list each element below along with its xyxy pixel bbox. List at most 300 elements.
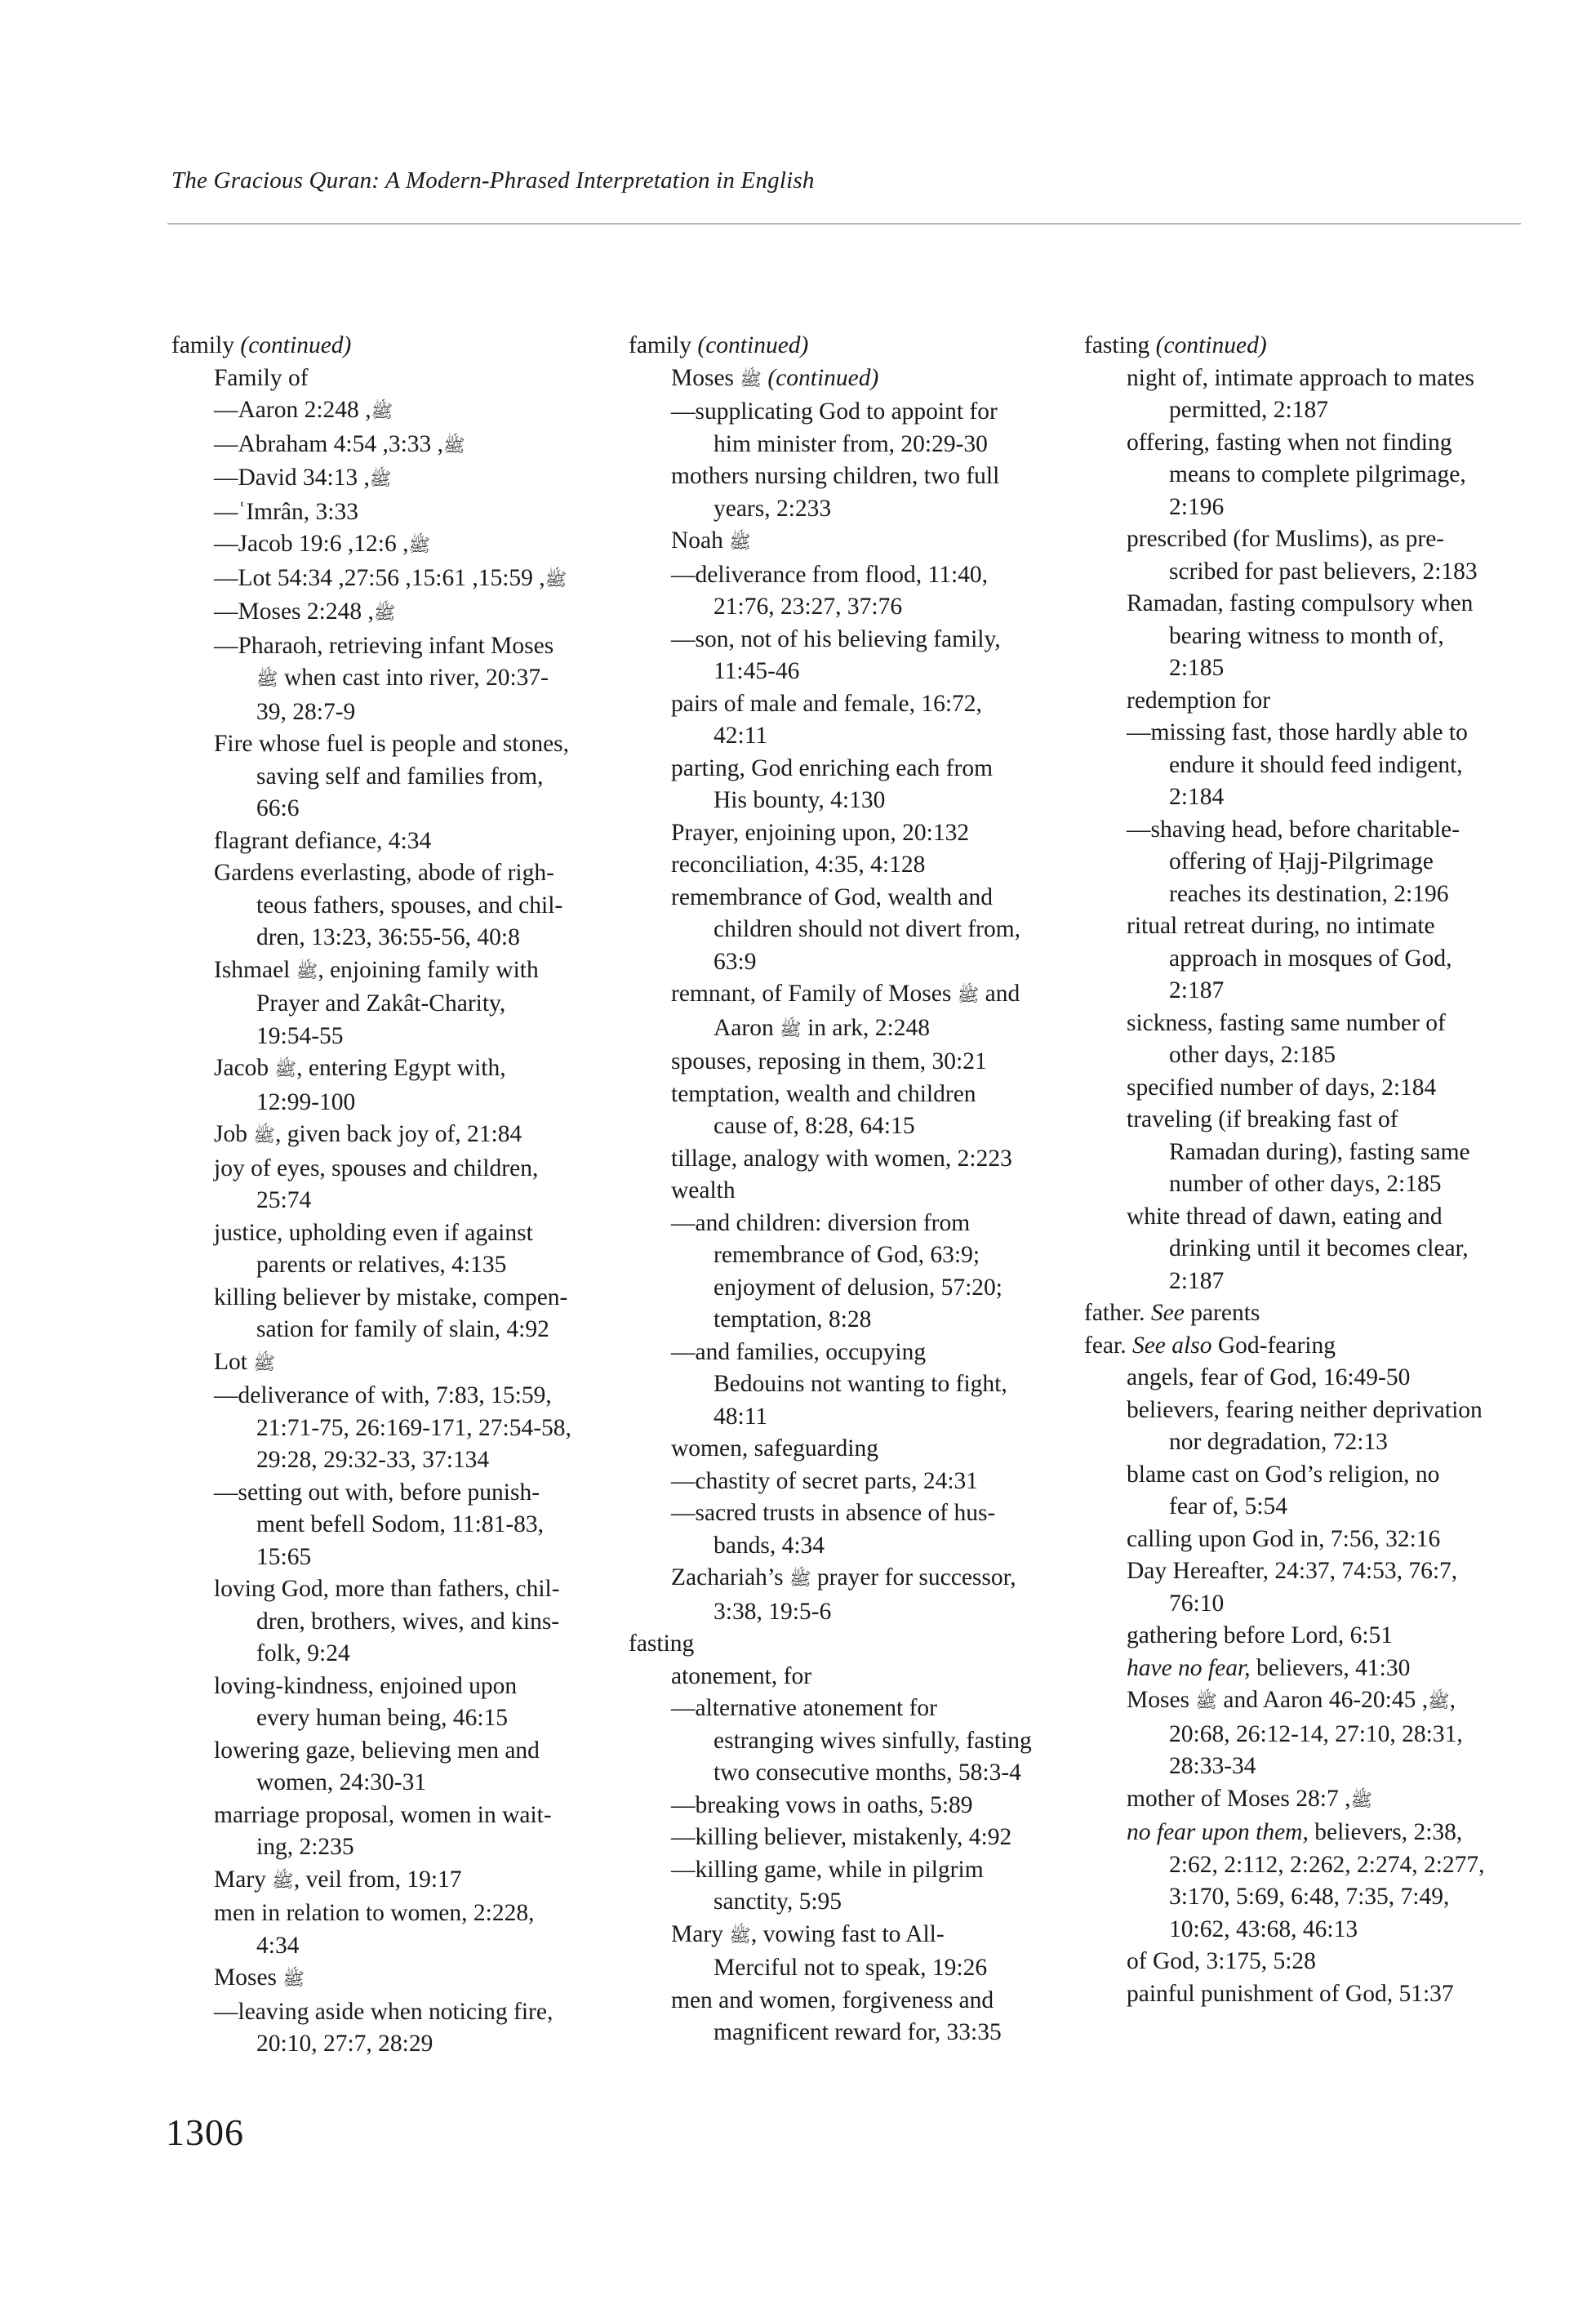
entry-text: , veil from, 19:17 <box>293 1866 462 1893</box>
entry-text: parents <box>1184 1300 1260 1326</box>
entry-text: pairs of male and female, 16:72, <box>671 690 982 717</box>
entry-text: —Moses <box>214 598 307 625</box>
entry-text: , entering Egypt with, <box>296 1055 506 1081</box>
index-column-1 <box>171 330 596 2061</box>
entry-text: —Jacob <box>214 531 300 557</box>
honorific-symbol-icon: ﷺ <box>296 961 318 982</box>
index-entry-line <box>1084 1491 1509 1524</box>
index-entry-line <box>629 1757 1053 1790</box>
index-entry-line <box>171 1509 596 1542</box>
index-entry-line <box>171 1702 596 1735</box>
index-entry-line <box>171 1380 596 1413</box>
entry-text: Mary <box>671 1920 730 1947</box>
index-entry-line <box>629 2017 1053 2049</box>
italic-text: (continued) <box>240 332 352 358</box>
entry-text: 2:62, 2:112, 2:262, 2:274, 2:277, <box>1169 1851 1485 1878</box>
honorific-symbol-icon: ﷺ <box>369 469 392 490</box>
entry-text: calling upon God in, 7:56, 32:16 <box>1127 1525 1441 1552</box>
entry-text: 12:99-100 <box>256 1088 356 1115</box>
index-entry-line <box>171 1542 596 1574</box>
entry-text: —breaking vows in oaths, 5:89 <box>671 1791 973 1818</box>
entry-text: redemption for <box>1127 687 1271 714</box>
index-entry-line <box>1084 1039 1509 1072</box>
index-entry-line <box>171 1930 596 1963</box>
page-number: 1306 <box>166 2111 244 2153</box>
entry-text: enjoyment of delusion, 57:20; <box>714 1274 1003 1301</box>
index-entry-line <box>1084 1881 1509 1914</box>
entry-text: , enjoining family with <box>318 956 539 983</box>
index-entry-line <box>1084 1751 1509 1783</box>
entry-text: atonement, for <box>671 1662 812 1689</box>
entry-text: justice, upholding even if against <box>214 1219 533 1246</box>
index-entry-line <box>171 1573 596 1606</box>
index-entry-line <box>171 528 596 563</box>
italic-text: (continued) <box>1155 332 1267 358</box>
entry-text: Prayer, enjoining upon, 20:132 <box>671 819 970 846</box>
index-entry-line <box>629 946 1053 979</box>
entry-text: flagrant defiance, 4:34 <box>214 827 432 854</box>
index-entry-line <box>629 1919 1053 1953</box>
index-entry-line <box>1084 910 1509 943</box>
entry-text: joy of eyes, spouses and children, <box>214 1154 539 1181</box>
entry-text: years, 2:233 <box>714 495 832 522</box>
entry-text: 21:71-75, 26:169-171, 27:54-58, <box>256 1414 571 1441</box>
entry-text: gathering before Lord, 6:51 <box>1127 1622 1394 1648</box>
index-entry-line <box>1084 1588 1509 1621</box>
index-entry-line <box>629 460 1053 493</box>
index-entry-line <box>171 1864 596 1898</box>
index-entry-line <box>171 1962 596 1996</box>
entry-text: teous fathers, spouses, and chil- <box>256 892 563 919</box>
index-heading <box>1084 330 1509 363</box>
index-entry-line <box>629 1661 1053 1693</box>
entry-text: , 2:248 <box>304 397 371 423</box>
index-entry-line <box>1084 1783 1509 1817</box>
entry-text: —supplicating God to appoint for <box>671 398 998 425</box>
index-entry-line <box>1084 556 1509 589</box>
index-entry-line <box>1084 1233 1509 1266</box>
honorific-symbol-icon: ﷺ <box>253 1126 275 1146</box>
entry-text: , 15:59, 15:61, 27:56, 54:34 <box>277 564 545 591</box>
honorific-symbol-icon: ﷺ <box>729 1925 751 1946</box>
entry-text: traveling (if breaking fast of <box>1127 1106 1398 1132</box>
index-entry-line <box>629 1012 1053 1047</box>
index-entry-line <box>629 1854 1053 1887</box>
entry-text: loving-kindness, enjoined upon <box>214 1672 518 1699</box>
entry-text: —missing fast, those hardly able to <box>1127 719 1468 745</box>
honorific-symbol-icon: ﷺ <box>274 1060 297 1080</box>
entry-text: fasting <box>629 1631 695 1657</box>
entry-text: Bedouins not wanting to fight, <box>714 1371 1007 1397</box>
index-entry-line <box>629 1110 1053 1143</box>
entry-text: Gardens everlasting, abode of righ- <box>214 860 554 886</box>
index-entry-line <box>1084 879 1509 911</box>
entry-text: dren, 13:23, 36:55-56, 40:8 <box>256 924 520 950</box>
index-entry-line <box>629 1725 1053 1758</box>
honorific-symbol-icon: ﷺ <box>545 569 567 590</box>
entry-text: Fire whose fuel is people and stones, <box>214 731 570 757</box>
index-entry-line <box>1084 1555 1509 1588</box>
entry-text: 2:187 <box>1169 977 1225 1003</box>
entry-text: 15:65 <box>256 1543 312 1570</box>
entry-text: —and children: diversion from <box>671 1209 971 1236</box>
entry-text: fear. <box>1084 1332 1132 1359</box>
entry-text: approach in mosques of God, <box>1169 945 1452 972</box>
index-entry-line <box>171 1831 596 1864</box>
entry-text: 19:54-55 <box>256 1022 344 1049</box>
index-entry-line <box>629 1079 1053 1111</box>
entry-text: remnant, of Family of Moses <box>671 981 958 1007</box>
index-entry-line <box>171 890 596 923</box>
entry-text: —shaving head, before charitable- <box>1127 816 1460 843</box>
entry-text: marriage proposal, women in wait- <box>214 1801 552 1828</box>
entry-text: —killing believer, mistakenly, 4:92 <box>671 1824 1012 1850</box>
entry-text: of God, 3:175, 5:28 <box>1127 1948 1316 1974</box>
entry-text: parents or relatives, 4:135 <box>256 1252 507 1278</box>
entry-text: bearing witness to month of, <box>1169 622 1444 649</box>
entry-text: Zachariah’s <box>671 1564 789 1590</box>
entry-text: temptation, wealth and children <box>671 1080 976 1107</box>
entry-text: Merciful not to speak, 19:26 <box>714 1955 988 1981</box>
index-entry-line <box>1084 1684 1509 1719</box>
entry-text: mother of Moses <box>1127 1785 1296 1812</box>
entry-text: —sacred trusts in absence of hus- <box>671 1500 996 1526</box>
index-entry-line <box>629 1985 1053 2018</box>
index-entry-line <box>1084 652 1509 685</box>
index-entry-line <box>171 1185 596 1217</box>
index-entry-line <box>629 914 1053 946</box>
index-entry-line <box>629 396 1053 429</box>
entry-text: believers, 2:38, <box>1308 1819 1463 1845</box>
entry-text: reconciliation, 4:35, 4:128 <box>671 852 926 878</box>
index-entry-line <box>171 1314 596 1346</box>
index-entry-line <box>1084 685 1509 718</box>
entry-text: reaches its destination, 2:196 <box>1169 880 1449 907</box>
entry-text: fasting <box>1084 332 1156 358</box>
entry-text: spouses, reposing in them, 30:21 <box>671 1048 987 1074</box>
index-entry-line <box>171 825 596 858</box>
italic-text: (continued) <box>767 364 879 391</box>
index-entry-line <box>1084 492 1509 524</box>
entry-text: 42:11 <box>714 723 768 749</box>
entry-text: remembrance of God, wealth and <box>671 883 993 910</box>
index-heading <box>1084 1297 1509 1330</box>
entry-text: 48:11 <box>714 1403 768 1430</box>
index-entry-line <box>1084 1620 1509 1653</box>
honorific-symbol-icon: ﷺ <box>957 985 980 1006</box>
index-entry-line <box>171 1606 596 1639</box>
index-entry-line <box>171 2028 596 2061</box>
entry-text: 3:38, 19:5-6 <box>714 1598 832 1625</box>
entry-text: endure it should feed indigent, <box>1169 751 1463 778</box>
entry-text: —Abraham <box>214 430 334 457</box>
index-entry-line <box>1084 1817 1509 1849</box>
index-entry-line <box>1084 523 1509 556</box>
entry-text: prescribed (for Muslims), as pre- <box>1127 526 1445 552</box>
index-entry-line <box>1084 588 1509 621</box>
index-entry-line <box>629 978 1053 1012</box>
index-entry-line <box>629 493 1053 526</box>
entry-text: sickness, fasting same number of <box>1127 1009 1446 1036</box>
index-entry-line <box>629 1466 1053 1498</box>
entry-text: other days, 2:185 <box>1169 1042 1336 1068</box>
index-entry-line <box>171 1767 596 1800</box>
index-entry-line <box>629 1143 1053 1176</box>
index-entry-line <box>629 1497 1053 1530</box>
entry-text: 29:28, 29:32-33, 37:134 <box>256 1447 490 1473</box>
index-entry-line <box>629 1208 1053 1240</box>
entry-text: dren, brothers, wives, and kins- <box>256 1608 560 1635</box>
entry-text: , vowing fast to All- <box>750 1920 945 1947</box>
index-entry-line <box>1084 1719 1509 1751</box>
index-entry-line <box>171 1021 596 1053</box>
entry-text: 10:62, 43:68, 46:13 <box>1169 1915 1358 1942</box>
honorific-symbol-icon: ﷺ <box>740 369 762 390</box>
index-entry-line <box>171 363 596 395</box>
index-entry-line <box>171 596 596 630</box>
index-heading <box>629 330 1053 363</box>
entry-text: ment befell Sodom, 11:81-83, <box>256 1511 545 1537</box>
index-entry-line <box>1084 1072 1509 1105</box>
entry-text: temptation, 8:28 <box>714 1306 872 1332</box>
index-entry-line <box>1084 1946 1509 1978</box>
entry-text: two consecutive months, 58:3-4 <box>714 1760 1021 1786</box>
index-entry-line <box>1084 1978 1509 2011</box>
index-entry-line <box>1084 363 1509 395</box>
entry-text: , 20:45-46, <box>1328 1687 1456 1713</box>
honorific-symbol-icon: ﷺ <box>272 1871 294 1892</box>
entry-text: night of, intimate approach to mates <box>1127 364 1474 391</box>
index-entry-line <box>629 1401 1053 1434</box>
entry-text: 11:45-46 <box>714 658 800 684</box>
index-entry-line <box>1084 717 1509 750</box>
index-entry-line <box>629 785 1053 817</box>
index-entry-line <box>171 1087 596 1119</box>
index-entry-line <box>629 1368 1053 1401</box>
index-entry-line <box>629 1562 1053 1596</box>
index-entry-line <box>1084 1426 1509 1459</box>
entry-text: wealth <box>671 1177 736 1203</box>
entry-text: —Lot <box>214 564 278 591</box>
index-entry-line <box>1084 1137 1509 1169</box>
entry-text: Day Hereafter, 24:37, 74:53, 76:7, <box>1127 1558 1458 1584</box>
index-entry-line <box>171 563 596 597</box>
honorific-symbol-icon: ﷺ <box>789 1569 811 1590</box>
italic-text: (continued) <box>697 332 809 358</box>
index-entry-line <box>629 363 1053 397</box>
index-entry-line <box>629 1337 1053 1369</box>
index-entry-line <box>629 1272 1053 1305</box>
index-entry-line <box>171 857 596 890</box>
index-entry-line <box>1084 394 1509 427</box>
index-entry-line <box>1084 846 1509 879</box>
entry-text: sation for family of slain, 4:92 <box>256 1316 549 1342</box>
entry-text: fear of, 5:54 <box>1169 1493 1287 1519</box>
index-entry-line <box>171 696 596 729</box>
entry-text: 3:170, 5:69, 6:48, 7:35, 7:49, <box>1169 1884 1450 1910</box>
honorific-symbol-icon: ﷺ <box>253 1353 275 1374</box>
honorific-symbol-icon: ﷺ <box>373 603 396 624</box>
index-entry-line <box>171 1413 596 1445</box>
entry-text: drinking until it becomes clear, <box>1169 1235 1469 1261</box>
italic-text: See <box>1150 1300 1185 1326</box>
index-entry-line <box>629 1239 1053 1272</box>
entry-text: Moses <box>1127 1687 1196 1713</box>
entry-text: tillage, analogy with women, 2:223 <box>671 1145 1012 1172</box>
index-entry-line <box>629 559 1053 592</box>
index-entry-line <box>1084 1914 1509 1946</box>
entry-text: specified number of days, 2:184 <box>1127 1074 1437 1101</box>
index-entry-line <box>171 496 596 529</box>
index-entry-line <box>171 1735 596 1768</box>
honorific-symbol-icon: ﷺ <box>1195 1692 1217 1712</box>
index-entry-line <box>1084 975 1509 1008</box>
entry-text: , 2:248 <box>306 598 374 625</box>
entry-text: Prayer and Zakât-Charity, <box>256 990 506 1017</box>
entry-text: when cast into river, 20:37- <box>278 665 549 691</box>
entry-text: remembrance of God, 63:9; <box>714 1242 980 1268</box>
index-entry-line <box>171 630 596 663</box>
index-entry-line <box>171 1800 596 1832</box>
index-entry-line <box>629 1046 1053 1079</box>
entry-text: prayer for successor, <box>811 1564 1016 1590</box>
entry-text: men and women, forgiveness and <box>671 1986 994 2013</box>
index-entry-line <box>1084 1849 1509 1882</box>
index-heading <box>1084 1330 1509 1363</box>
entry-text: means to complete pilgrimage, <box>1169 461 1466 487</box>
entry-text: women, 24:30-31 <box>256 1769 427 1795</box>
index-entry-line <box>171 1052 596 1087</box>
index-entry-line <box>1084 1524 1509 1556</box>
index-entry-line <box>1084 1201 1509 1234</box>
entry-text: white thread of dawn, eating and <box>1127 1203 1443 1230</box>
entry-text: —chastity of secret parts, 24:31 <box>671 1467 979 1494</box>
honorific-symbol-icon: ﷺ <box>729 532 751 553</box>
index-entry-line <box>629 1175 1053 1208</box>
entry-text: Moses <box>671 364 740 391</box>
index-entry-line <box>171 1282 596 1315</box>
entry-text: saving self and families from, <box>256 763 544 790</box>
index-column-2 <box>629 330 1053 2049</box>
entry-text: Aaron <box>714 1014 780 1041</box>
index-entry-line <box>629 1886 1053 1919</box>
entry-text: —setting out with, before punish- <box>214 1479 540 1506</box>
honorific-symbol-icon: ﷺ <box>371 402 393 422</box>
index-entry-line <box>171 429 596 463</box>
index-entry-line <box>171 1153 596 1186</box>
index-entry-line <box>171 1638 596 1671</box>
entry-text: parting, God enriching each from <box>671 754 994 781</box>
index-entry-line <box>171 1249 596 1282</box>
entry-text: father. <box>1084 1300 1151 1326</box>
honorific-symbol-icon: ﷺ <box>1350 1790 1373 1811</box>
index-entry-line <box>629 591 1053 624</box>
entry-text: —son, not of his believing family, <box>671 625 1001 652</box>
entry-text: 2:185 <box>1169 655 1225 681</box>
index-entry-line <box>629 720 1053 753</box>
index-entry-line <box>1084 1653 1509 1685</box>
honorific-symbol-icon: ﷺ <box>1428 1692 1450 1712</box>
entry-text: ing, 2:235 <box>256 1834 354 1860</box>
entry-text: and Aaron <box>1217 1687 1329 1713</box>
honorific-symbol-icon: ﷺ <box>408 536 431 556</box>
index-entry-line <box>1084 1395 1509 1427</box>
index-entry-line <box>1084 750 1509 782</box>
entry-text: —alternative atonement for <box>671 1695 937 1721</box>
entry-text: , given back joy of, 21:84 <box>274 1121 522 1147</box>
entry-text: —and families, occupying <box>671 1338 927 1365</box>
entry-text: —David <box>214 465 303 491</box>
entry-text: folk, 9:24 <box>256 1640 350 1666</box>
index-entry-line <box>629 525 1053 559</box>
index-entry-line <box>629 1790 1053 1822</box>
index-entry-line <box>629 882 1053 914</box>
index-entry-line <box>629 1952 1053 1985</box>
index-entry-line <box>171 1346 596 1381</box>
index-column-3 <box>1084 330 1509 2010</box>
entry-text: estranging wives sinfully, fasting <box>714 1727 1032 1754</box>
entry-text: , 12:6, 19:6 <box>299 531 409 557</box>
index-entry-line <box>629 1822 1053 1854</box>
entry-text: killing believer by mistake, compen- <box>214 1284 568 1310</box>
entry-text: women, safeguarding <box>671 1435 878 1461</box>
running-head: The Gracious Quran: A Modern-Phrased Interpretation in English <box>171 167 815 194</box>
entry-text: children should not divert from, <box>714 916 1021 942</box>
entry-text: God-fearing <box>1211 1332 1336 1359</box>
index-entry-line <box>171 394 596 429</box>
entry-text: offering, fasting when not finding <box>1127 429 1452 456</box>
index-entry-line <box>1084 1362 1509 1395</box>
index-entry-line <box>629 817 1053 850</box>
entry-text: magnificent reward for, 33:35 <box>714 2019 1002 2045</box>
entry-text: Moses <box>214 1964 283 1991</box>
entry-text: Jacob <box>214 1055 275 1081</box>
index-entry-line <box>629 1596 1053 1629</box>
index-entry-line <box>171 954 596 989</box>
index-entry-line <box>1084 621 1509 653</box>
entry-text: —deliverance from flood, 11:40, <box>671 561 989 588</box>
honorific-symbol-icon: ﷺ <box>256 670 278 690</box>
entry-text: , 34:13 <box>302 465 370 491</box>
entry-text: —deliverance of with, 7:83, 15:59, <box>214 1382 552 1408</box>
entry-text: 63:9 <box>714 948 757 975</box>
entry-text: and <box>979 981 1020 1007</box>
index-entry-line <box>629 688 1053 721</box>
entry-text: Noah <box>671 527 730 554</box>
index-entry-line <box>1084 814 1509 847</box>
entry-text: 2:184 <box>1169 784 1225 810</box>
entry-text: 20:68, 26:12-14, 27:10, 28:31, <box>1169 1720 1463 1747</box>
entry-text: , 28:7 <box>1296 1785 1351 1812</box>
entry-text: —Pharaoh, retrieving infant Moses <box>214 632 554 659</box>
entry-text: 28:33-34 <box>1169 1753 1256 1779</box>
index-entry-line <box>171 1477 596 1510</box>
entry-text: 25:74 <box>256 1187 312 1213</box>
entry-text: lowering gaze, believing men and <box>214 1737 540 1764</box>
entry-text: Mary <box>214 1866 273 1893</box>
entry-text: nor degradation, 72:13 <box>1169 1429 1388 1455</box>
index-entry-line <box>1084 427 1509 460</box>
entry-text: 21:76, 23:27, 37:76 <box>714 594 903 620</box>
entry-text: , 3:33, 4:54 <box>333 430 444 457</box>
index-entry-line <box>1084 1008 1509 1040</box>
entry-text: Ishmael <box>214 956 296 983</box>
entry-text: 2:196 <box>1169 493 1225 520</box>
index-entry-line <box>629 753 1053 785</box>
entry-text: painful punishment of God, 51:37 <box>1127 1980 1454 2007</box>
entry-text: Lot <box>214 1348 254 1375</box>
entry-text: —leaving aside when noticing fire, <box>214 1998 553 2025</box>
